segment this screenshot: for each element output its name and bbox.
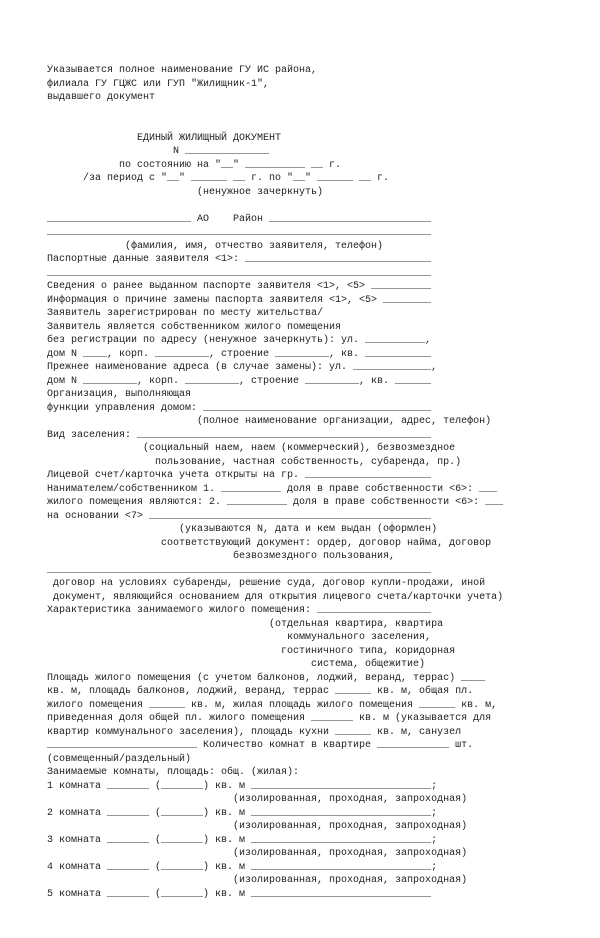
area-line-4: приведенная доля общей пл. жилого помещения _______ кв. м (указывается для: [47, 713, 492, 724]
previous-passport-line: Сведения о ранее выданном паспорте заявителя <1>, <5> __________: [47, 281, 432, 292]
room-2-line: 2 комната _______ (_______) кв. м ______________________________;: [47, 807, 438, 819]
area-line-1: Площадь жилого помещения (с учетом балконов, лоджий, веранд, террас) ____: [47, 672, 486, 684]
management-org-line-2: функции управления домом: ______________________________________: [47, 402, 432, 414]
passport-blank-line: ________________________________________________________________: [47, 267, 432, 279]
previous-house-line: дом N _________, корп. _________, строение _________, кв. ______: [47, 375, 432, 387]
basis-caption-1: (указываются N, дата и кем выдан (оформлен): [47, 524, 438, 535]
account-opened-line: Лицевой счет/карточка учета открыты на гр. _____________________: [47, 470, 432, 481]
registration-line-2: Заявитель является собственником жилого помещения: [47, 321, 342, 333]
passport-data-line: Паспортные данные заявителя <1>: _______________________________: [47, 254, 432, 265]
ao-district-line: ________________________ АО Район ___________________________: [47, 213, 432, 225]
room-3-line: 3 комната _______ (_______) кв. м ______________________________;: [47, 834, 438, 846]
occupied-rooms-heading: Занимаемые комнаты, площадь: общ. (жилая):: [47, 767, 300, 778]
applicant-caption: (фамилия, имя, отчество заявителя, телефон): [47, 240, 384, 252]
as-of-date-line: по состоянию на "__" __________ __ г.: [47, 159, 342, 171]
premises-characteristic-line: Характеристика занимаемого жилого помещения: ___________________: [47, 605, 432, 616]
basis-caption-3: безвозмездного пользования,: [47, 551, 396, 562]
registration-line-1: Заявитель зарегистрирован по месту жительства/: [47, 308, 324, 319]
management-org-line-1: Организация, выполняющая: [47, 389, 192, 400]
basis-caption-5: документ, являющийся основанием для открытия лицевого счета/карточки учета): [47, 591, 504, 603]
applicant-blank-line: ________________________________________________________________: [47, 227, 432, 238]
owner-1-line: Нанимателем/собственником 1. __________ доля в праве собственности <6>: ___: [47, 483, 498, 495]
basis-blank-line: ________________________________________________________________: [47, 564, 432, 576]
occupancy-type-line: Вид заселения: _________________________________________________: [47, 429, 432, 441]
basis-line: на основании <7> _______________________________________________: [47, 510, 432, 522]
rooms-count-line: _________________________ Количество комнат в квартире ____________ шт.: [47, 740, 474, 751]
document-page: [47, 64, 552, 901]
basis-caption-4: договор на условиях субаренды, решение суда, договор купли-продажи, иной: [47, 578, 486, 589]
premises-caption-4: система, общежитие): [47, 659, 426, 670]
room-1-caption: (изолированная, проходная, запроходная): [47, 794, 468, 805]
document-title: ЕДИНЫЙ ЖИЛИЩНЫЙ ДОКУМЕНТ: [47, 132, 282, 144]
registration-address-line: без регистрации по адресу (ненужное зачеркнуть): ул. __________,: [47, 335, 432, 346]
previous-address-line: Прежнее наименование адреса (в случае замены): ул. _____________,: [47, 362, 438, 373]
occupancy-caption-1: (социальный наем, наем (коммерческий), безвозмездное: [47, 443, 456, 454]
area-line-3: жилого помещения ______ кв. м, жилая площадь жилого помещения ______ кв. м,: [47, 699, 498, 711]
room-3-caption: (изолированная, проходная, запроходная): [47, 848, 468, 859]
area-line-5: квартир коммунального заселения), площадь кухни ______ кв. м, санузел: [47, 726, 462, 738]
strike-note: (ненужное зачеркнуть): [47, 186, 324, 198]
room-2-caption: (изолированная, проходная, запроходная): [47, 821, 468, 832]
room-4-line: 4 комната _______ (_______) кв. м ______________________________;: [47, 861, 438, 873]
document-number-line: N ______________: [47, 146, 270, 157]
premises-caption-1: (отдельная квартира, квартира: [47, 618, 444, 630]
management-org-caption: (полное наименование организации, адрес, телефон): [47, 416, 492, 427]
issuer-note-line-3: выдавшего документ: [47, 92, 156, 103]
passport-replacement-line: Информация о причине замены паспорта заявителя <1>, <5> ________: [47, 294, 432, 306]
bathroom-caption: (совмещенный/раздельный): [47, 753, 192, 765]
basis-caption-2: соответствующий документ: ордер, договор найма, договор: [47, 537, 492, 549]
premises-caption-3: гостиничного типа, коридорная: [47, 645, 456, 657]
registration-house-line: дом N ____, корп. _________, строение _________, кв. ___________: [47, 348, 432, 360]
issuer-note-line-2: филиала ГУ ГЦЖС или ГУП "Жилищник-1",: [47, 78, 270, 90]
room-5-line: 5 комната _______ (_______) кв. м ______________________________: [47, 888, 432, 900]
room-1-line: 1 комната _______ (_______) кв. м ______________________________;: [47, 780, 438, 792]
premises-caption-2: коммунального заселения,: [47, 632, 432, 643]
room-4-caption: (изолированная, проходная, запроходная): [47, 875, 468, 886]
area-line-2: кв. м, площадь балконов, лоджий, веранд, террас ______ кв. м, общая пл.: [47, 686, 474, 697]
issuer-note-line-1: Указывается полное наименование ГУ ИС района,: [47, 65, 318, 76]
occupancy-caption-2: пользование, частная собственность, субаренда, пр.): [47, 456, 462, 468]
owner-2-line: жилого помещения являются: 2. __________ доля в праве собственности <6>: ___: [47, 497, 504, 508]
period-line: /за период с "__" ______ __ г. по "__" ______ __ г.: [47, 173, 390, 184]
